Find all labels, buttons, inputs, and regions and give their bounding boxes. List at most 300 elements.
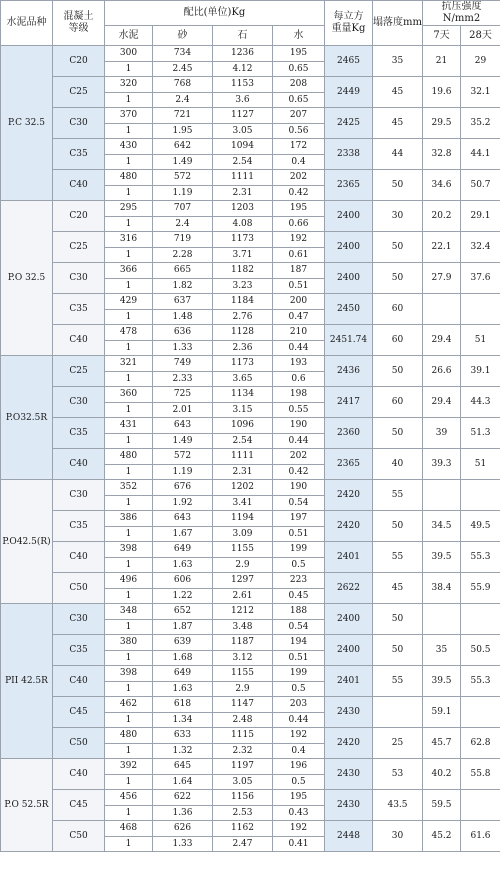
stone-ratio-cell: 3.23: [213, 278, 273, 294]
strength-7d-cell: 22.1: [423, 232, 461, 263]
stone-ratio-cell: 4.08: [213, 216, 273, 232]
stone-ratio-cell: 2.32: [213, 743, 273, 759]
stone-ratio-cell: 2.36: [213, 340, 273, 356]
cement-amount-cell: 392: [105, 759, 153, 775]
water-amount-cell: 197: [273, 511, 325, 527]
grade-cell: C35: [53, 294, 105, 325]
stone-amount-cell: 1173: [213, 232, 273, 248]
stone-ratio-cell: 3.48: [213, 619, 273, 635]
unit-weight-cell: 2448: [325, 821, 373, 852]
sand-amount-cell: 649: [153, 542, 213, 558]
water-amount-cell: 190: [273, 418, 325, 434]
stone-amount-cell: 1134: [213, 387, 273, 403]
water-amount-cell: 192: [273, 232, 325, 248]
table-body: [1, 46, 500, 852]
water-ratio-cell: 0.44: [273, 712, 325, 728]
stone-amount-cell: 1182: [213, 263, 273, 279]
cement-amount-cell: 360: [105, 387, 153, 403]
strength-7d-cell: [423, 294, 461, 325]
unit-weight-cell: 2420: [325, 728, 373, 759]
slump-cell: 55: [373, 666, 423, 697]
table-row: [1, 108, 500, 124]
water-ratio-cell: 0.42: [273, 185, 325, 201]
stone-ratio-cell: 3.12: [213, 650, 273, 666]
table-row: [1, 480, 500, 496]
grade-cell: C30: [53, 387, 105, 418]
stone-amount-cell: 1096: [213, 418, 273, 434]
cement-amount-cell: 295: [105, 201, 153, 217]
water-amount-cell: 190: [273, 480, 325, 496]
grade-cell: C25: [53, 77, 105, 108]
table-row: [1, 511, 500, 527]
sand-amount-cell: 652: [153, 604, 213, 620]
stone-ratio-cell: 3.09: [213, 526, 273, 542]
table-row: [1, 790, 500, 806]
table-row: [1, 46, 500, 62]
grade-cell: C25: [53, 232, 105, 263]
table-row: [1, 170, 500, 186]
unit-weight-cell: 2365: [325, 170, 373, 201]
water-amount-cell: 210: [273, 325, 325, 341]
cement-amount-cell: 480: [105, 449, 153, 465]
table-row: [1, 573, 500, 589]
slump-cell: 53: [373, 759, 423, 790]
stone-ratio-cell: 2.31: [213, 185, 273, 201]
stone-ratio-cell: 2.54: [213, 154, 273, 170]
sand-amount-cell: 707: [153, 201, 213, 217]
table-row: [1, 449, 500, 465]
water-amount-cell: 196: [273, 759, 325, 775]
water-ratio-cell: 0.66: [273, 216, 325, 232]
grade-cell: C20: [53, 201, 105, 232]
cement-ratio-cell: 1: [105, 92, 153, 108]
sand-amount-cell: 639: [153, 635, 213, 651]
cement-amount-cell: 478: [105, 325, 153, 341]
sand-amount-cell: 572: [153, 170, 213, 186]
grade-cell: C30: [53, 108, 105, 139]
water-ratio-cell: 0.45: [273, 588, 325, 604]
sand-amount-cell: 606: [153, 573, 213, 589]
stone-amount-cell: 1162: [213, 821, 273, 837]
sand-amount-cell: 643: [153, 418, 213, 434]
sand-ratio-cell: 1.67: [153, 526, 213, 542]
strength-7d-cell: 21: [423, 46, 461, 77]
strength-28d-cell: 55.9: [461, 573, 500, 604]
slump-cell: 45: [373, 77, 423, 108]
water-amount-cell: 193: [273, 356, 325, 372]
stone-amount-cell: 1155: [213, 666, 273, 682]
grade-cell: C30: [53, 604, 105, 635]
slump-cell: 55: [373, 480, 423, 511]
strength-7d-cell: 45.7: [423, 728, 461, 759]
slump-cell: 60: [373, 387, 423, 418]
strength-28d-cell: [461, 790, 500, 821]
water-ratio-cell: 0.4: [273, 154, 325, 170]
table-row: [1, 139, 500, 155]
stone-ratio-cell: 3.05: [213, 123, 273, 139]
slump-cell: 35: [373, 46, 423, 77]
strength-7d-cell: [423, 604, 461, 635]
unit-weight-cell: 2622: [325, 573, 373, 604]
stone-ratio-cell: 2.54: [213, 433, 273, 449]
slump-cell: 40: [373, 449, 423, 480]
header-concrete-grade: 混凝土 等级: [53, 1, 105, 46]
sand-ratio-cell: 1.49: [153, 433, 213, 449]
sand-ratio-cell: 1.63: [153, 557, 213, 573]
table-row: [1, 201, 500, 217]
strength-7d-cell: 26.6: [423, 356, 461, 387]
water-amount-cell: 192: [273, 728, 325, 744]
table-row: [1, 294, 500, 310]
sand-amount-cell: 665: [153, 263, 213, 279]
table-row: [1, 666, 500, 682]
unit-weight-cell: 2420: [325, 480, 373, 511]
stone-ratio-cell: 2.9: [213, 557, 273, 573]
cement-ratio-cell: 1: [105, 743, 153, 759]
grade-cell: C35: [53, 511, 105, 542]
cement-ratio-cell: 1: [105, 588, 153, 604]
table-row: [1, 325, 500, 341]
strength-7d-cell: 39.5: [423, 542, 461, 573]
sand-ratio-cell: 1.64: [153, 774, 213, 790]
strength-7d-cell: 59.1: [423, 697, 461, 728]
water-ratio-cell: 0.51: [273, 526, 325, 542]
water-amount-cell: 203: [273, 697, 325, 713]
header-stone: 石: [213, 26, 273, 46]
strength-7d-cell: 39.3: [423, 449, 461, 480]
water-ratio-cell: 0.42: [273, 464, 325, 480]
cement-amount-cell: 348: [105, 604, 153, 620]
cement-ratio-cell: 1: [105, 433, 153, 449]
strength-28d-cell: [461, 294, 500, 325]
table-row: [1, 759, 500, 775]
strength-7d-cell: 29.5: [423, 108, 461, 139]
unit-weight-cell: 2400: [325, 604, 373, 635]
cement-ratio-cell: 1: [105, 402, 153, 418]
cement-ratio-cell: 1: [105, 557, 153, 573]
stone-ratio-cell: 4.12: [213, 61, 273, 77]
stone-amount-cell: 1187: [213, 635, 273, 651]
slump-cell: 50: [373, 511, 423, 542]
strength-7d-cell: 39.5: [423, 666, 461, 697]
strength-28d-cell: 50.7: [461, 170, 500, 201]
cement-type-cell: P.O32.5R: [1, 356, 53, 480]
sand-ratio-cell: 2.4: [153, 216, 213, 232]
cement-amount-cell: 320: [105, 77, 153, 93]
sand-ratio-cell: 1.48: [153, 309, 213, 325]
stone-ratio-cell: 3.6: [213, 92, 273, 108]
water-amount-cell: 187: [273, 263, 325, 279]
strength-7d-cell: 19.6: [423, 77, 461, 108]
stone-amount-cell: 1155: [213, 542, 273, 558]
grade-cell: C45: [53, 790, 105, 821]
sand-amount-cell: 721: [153, 108, 213, 124]
unit-weight-cell: 2360: [325, 418, 373, 449]
unit-weight-cell: 2430: [325, 697, 373, 728]
water-ratio-cell: 0.51: [273, 650, 325, 666]
water-ratio-cell: 0.43: [273, 805, 325, 821]
sand-ratio-cell: 2.4: [153, 92, 213, 108]
header-28-days: 28天: [461, 26, 500, 46]
unit-weight-cell: 2465: [325, 46, 373, 77]
stone-ratio-cell: 3.71: [213, 247, 273, 263]
unit-weight-cell: 2400: [325, 201, 373, 232]
strength-28d-cell: [461, 480, 500, 511]
sand-amount-cell: 768: [153, 77, 213, 93]
cement-ratio-cell: 1: [105, 681, 153, 697]
cement-ratio-cell: 1: [105, 154, 153, 170]
slump-cell: 60: [373, 294, 423, 325]
strength-7d-cell: 27.9: [423, 263, 461, 294]
unit-weight-cell: 2417: [325, 387, 373, 418]
grade-cell: C30: [53, 263, 105, 294]
water-amount-cell: 202: [273, 170, 325, 186]
stone-amount-cell: 1173: [213, 356, 273, 372]
strength-28d-cell: 32.4: [461, 232, 500, 263]
strength-28d-cell: 51: [461, 449, 500, 480]
sand-ratio-cell: 1.68: [153, 650, 213, 666]
water-amount-cell: 207: [273, 108, 325, 124]
stone-ratio-cell: 2.53: [213, 805, 273, 821]
cement-ratio-cell: 1: [105, 309, 153, 325]
water-amount-cell: 208: [273, 77, 325, 93]
strength-28d-cell: 62.8: [461, 728, 500, 759]
slump-cell: 50: [373, 604, 423, 635]
cement-ratio-cell: 1: [105, 526, 153, 542]
slump-cell: 50: [373, 232, 423, 263]
slump-cell: 25: [373, 728, 423, 759]
sand-ratio-cell: 1.33: [153, 836, 213, 852]
sand-amount-cell: 618: [153, 697, 213, 713]
water-amount-cell: 188: [273, 604, 325, 620]
sand-amount-cell: 643: [153, 511, 213, 527]
table-row: [1, 418, 500, 434]
cement-amount-cell: 370: [105, 108, 153, 124]
water-amount-cell: 202: [273, 449, 325, 465]
strength-28d-cell: 32.1: [461, 77, 500, 108]
header-unit-weight: 每立方 重量Kg: [325, 1, 373, 46]
sand-ratio-cell: 2.28: [153, 247, 213, 263]
unit-weight-cell: 2401: [325, 542, 373, 573]
water-amount-cell: 200: [273, 294, 325, 310]
strength-28d-cell: 51.3: [461, 418, 500, 449]
cement-type-cell: P.O 32.5: [1, 201, 53, 356]
table-row: [1, 387, 500, 403]
stone-amount-cell: 1236: [213, 46, 273, 62]
slump-cell: 50: [373, 263, 423, 294]
table-row: [1, 604, 500, 620]
water-ratio-cell: 0.65: [273, 92, 325, 108]
grade-cell: C40: [53, 759, 105, 790]
cement-ratio-cell: 1: [105, 650, 153, 666]
cement-amount-cell: 316: [105, 232, 153, 248]
grade-cell: C45: [53, 697, 105, 728]
header-slump: 塌落度mm: [373, 1, 423, 46]
stone-amount-cell: 1184: [213, 294, 273, 310]
cement-ratio-cell: 1: [105, 61, 153, 77]
water-ratio-cell: 0.55: [273, 402, 325, 418]
grade-cell: C40: [53, 325, 105, 356]
strength-28d-cell: 51: [461, 325, 500, 356]
slump-cell: 50: [373, 635, 423, 666]
cement-amount-cell: 398: [105, 542, 153, 558]
stone-ratio-cell: 2.31: [213, 464, 273, 480]
stone-amount-cell: 1128: [213, 325, 273, 341]
cement-type-cell: PII 42.5R: [1, 604, 53, 759]
sand-amount-cell: 572: [153, 449, 213, 465]
strength-7d-cell: 40.2: [423, 759, 461, 790]
strength-28d-cell: 50.5: [461, 635, 500, 666]
unit-weight-cell: 2425: [325, 108, 373, 139]
table-row: [1, 697, 500, 713]
unit-weight-cell: 2420: [325, 511, 373, 542]
cement-amount-cell: 380: [105, 635, 153, 651]
sand-amount-cell: 642: [153, 139, 213, 155]
cement-amount-cell: 366: [105, 263, 153, 279]
stone-amount-cell: 1212: [213, 604, 273, 620]
sand-ratio-cell: 1.63: [153, 681, 213, 697]
strength-28d-cell: 61.6: [461, 821, 500, 852]
stone-amount-cell: 1094: [213, 139, 273, 155]
cement-amount-cell: 431: [105, 418, 153, 434]
stone-ratio-cell: 3.05: [213, 774, 273, 790]
strength-28d-cell: [461, 604, 500, 635]
water-ratio-cell: 0.51: [273, 278, 325, 294]
stone-ratio-cell: 2.76: [213, 309, 273, 325]
stone-amount-cell: 1147: [213, 697, 273, 713]
water-ratio-cell: 0.6: [273, 371, 325, 387]
water-ratio-cell: 0.5: [273, 557, 325, 573]
cement-ratio-cell: 1: [105, 340, 153, 356]
stone-amount-cell: 1156: [213, 790, 273, 806]
unit-weight-cell: 2400: [325, 263, 373, 294]
water-amount-cell: 194: [273, 635, 325, 651]
table-row: [1, 635, 500, 651]
header-7-days: 7天: [423, 26, 461, 46]
cement-ratio-cell: 1: [105, 278, 153, 294]
sand-ratio-cell: 2.01: [153, 402, 213, 418]
strength-7d-cell: 59.5: [423, 790, 461, 821]
grade-cell: C30: [53, 480, 105, 511]
table-row: [1, 77, 500, 93]
slump-cell: 45: [373, 108, 423, 139]
sand-ratio-cell: 1.95: [153, 123, 213, 139]
sand-amount-cell: 636: [153, 325, 213, 341]
strength-28d-cell: 39.1: [461, 356, 500, 387]
stone-amount-cell: 1197: [213, 759, 273, 775]
cement-type-cell: P.C 32.5: [1, 46, 53, 201]
strength-7d-cell: 29.4: [423, 387, 461, 418]
water-ratio-cell: 0.44: [273, 433, 325, 449]
cement-ratio-cell: 1: [105, 495, 153, 511]
cement-ratio-cell: 1: [105, 216, 153, 232]
grade-cell: C50: [53, 573, 105, 604]
sand-ratio-cell: 1.82: [153, 278, 213, 294]
table-row: [1, 542, 500, 558]
strength-28d-cell: 29: [461, 46, 500, 77]
stone-amount-cell: 1194: [213, 511, 273, 527]
cement-amount-cell: 468: [105, 821, 153, 837]
strength-7d-cell: [423, 480, 461, 511]
sand-amount-cell: 725: [153, 387, 213, 403]
stone-amount-cell: 1111: [213, 449, 273, 465]
table-row: [1, 263, 500, 279]
water-ratio-cell: 0.41: [273, 836, 325, 852]
sand-ratio-cell: 1.32: [153, 743, 213, 759]
cement-ratio-cell: 1: [105, 712, 153, 728]
strength-28d-cell: 44.3: [461, 387, 500, 418]
sand-ratio-cell: 1.22: [153, 588, 213, 604]
sand-amount-cell: 626: [153, 821, 213, 837]
sand-ratio-cell: 1.34: [153, 712, 213, 728]
cement-ratio-cell: 1: [105, 464, 153, 480]
water-amount-cell: 223: [273, 573, 325, 589]
cement-amount-cell: 430: [105, 139, 153, 155]
cement-amount-cell: 352: [105, 480, 153, 496]
stone-ratio-cell: 2.47: [213, 836, 273, 852]
header-water: 水: [273, 26, 325, 46]
stone-ratio-cell: 3.15: [213, 402, 273, 418]
sand-amount-cell: 622: [153, 790, 213, 806]
water-amount-cell: 192: [273, 821, 325, 837]
stone-amount-cell: 1111: [213, 170, 273, 186]
slump-cell: 45: [373, 573, 423, 604]
cement-ratio-cell: 1: [105, 619, 153, 635]
header-sand: 砂: [153, 26, 213, 46]
sand-amount-cell: 633: [153, 728, 213, 744]
strength-7d-cell: 34.5: [423, 511, 461, 542]
water-ratio-cell: 0.5: [273, 681, 325, 697]
water-ratio-cell: 0.65: [273, 61, 325, 77]
grade-cell: C35: [53, 418, 105, 449]
unit-weight-cell: 2450: [325, 294, 373, 325]
cement-ratio-cell: 1: [105, 836, 153, 852]
sand-amount-cell: 734: [153, 46, 213, 62]
water-ratio-cell: 0.54: [273, 619, 325, 635]
water-ratio-cell: 0.56: [273, 123, 325, 139]
stone-amount-cell: 1127: [213, 108, 273, 124]
water-amount-cell: 195: [273, 46, 325, 62]
header-mix-ratio: 配比(单位)Kg: [105, 1, 325, 26]
header-strength: 抗压强度N/mm2: [423, 1, 500, 26]
stone-ratio-cell: 3.41: [213, 495, 273, 511]
cement-amount-cell: 480: [105, 170, 153, 186]
sand-amount-cell: 637: [153, 294, 213, 310]
strength-7d-cell: 39: [423, 418, 461, 449]
grade-cell: C40: [53, 449, 105, 480]
unit-weight-cell: 2400: [325, 232, 373, 263]
sand-ratio-cell: 1.19: [153, 464, 213, 480]
water-ratio-cell: 0.44: [273, 340, 325, 356]
slump-cell: 50: [373, 170, 423, 201]
strength-28d-cell: [461, 697, 500, 728]
strength-28d-cell: 37.6: [461, 263, 500, 294]
unit-weight-cell: 2430: [325, 790, 373, 821]
table-row: [1, 232, 500, 248]
cement-amount-cell: 429: [105, 294, 153, 310]
water-ratio-cell: 0.54: [273, 495, 325, 511]
strength-28d-cell: 29.1: [461, 201, 500, 232]
table-row: [1, 728, 500, 744]
unit-weight-cell: 2338: [325, 139, 373, 170]
sand-amount-cell: 749: [153, 356, 213, 372]
cement-ratio-cell: 1: [105, 123, 153, 139]
stone-ratio-cell: 2.48: [213, 712, 273, 728]
table-row: [1, 821, 500, 837]
unit-weight-cell: 2430: [325, 759, 373, 790]
strength-7d-cell: 38.4: [423, 573, 461, 604]
header-cement: 水泥: [105, 26, 153, 46]
